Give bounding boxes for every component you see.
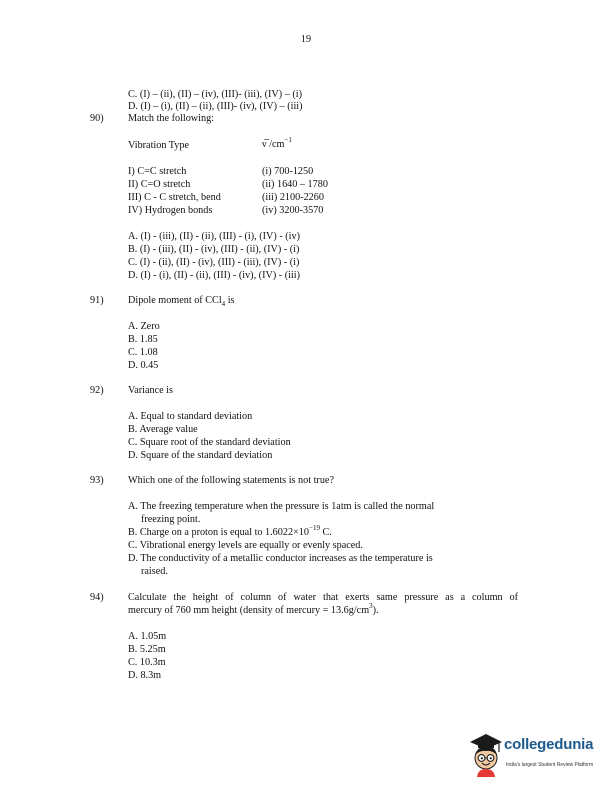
q90-header-right: [262, 135, 292, 151]
q93-text: Which one of the following statements is not true?: [128, 475, 334, 486]
q94-text-line2-main: mercury of 760 mm height (density of mercury = 13.6g/cm: [128, 605, 370, 616]
q91-option-c: C. 1.08: [128, 347, 158, 358]
logo-tagline: India's largest Student Review Platform: [506, 762, 594, 768]
q93-option-b-text: B. Charge on a proton is equal to 1.6022×10: [128, 527, 309, 538]
collegedunia-logo: [466, 730, 612, 780]
q93-option-a-cont: freezing point.: [141, 514, 201, 525]
q93-option-b-exponent: −19: [309, 523, 320, 532]
q92-option-c: C. Square root of the standard deviation: [128, 437, 291, 448]
q90-text: Match the following:: [128, 113, 215, 124]
q94-text-line2: [128, 601, 379, 617]
q92-option-d: D. Square of the standard deviation: [128, 450, 273, 461]
q91-text-end: is: [225, 295, 235, 306]
page-number: 19: [300, 34, 312, 45]
q90-row-left: IV) Hydrogen bonds: [128, 205, 213, 216]
q89-option-c: C. (I) – (ii), (II) – (iv), (III)- (iii), (IV) – (i): [128, 89, 302, 100]
q91-option-b: B. 1.85: [128, 334, 158, 345]
q90-row-right: (iii) 2100-2260: [262, 192, 324, 203]
q94-text-line1: Calculate the height of column of water that exerts same pressure as a column of: [128, 592, 518, 603]
q94-exponent: 3: [369, 601, 373, 610]
q90-row-right: (i) 700-1250: [262, 166, 314, 177]
q94-number: 94): [90, 592, 104, 603]
q90-option-d: D. (I) - (i), (II) - (ii), (III) - (iv), (IV) - (iii): [128, 270, 300, 281]
q90-option-a: A. (I) - (iii), (II) - (ii), (III) - (i), (IV) - (iv): [128, 231, 300, 242]
q94-option-d: D. 8.3m: [128, 670, 162, 681]
q90-option-b: B. (I) - (iii), (II) - (iv), (III) - (ii), (IV) - (i): [128, 244, 300, 255]
q91-text: [128, 294, 235, 307]
q90-header-left: Vibration Type: [128, 140, 190, 151]
q93-option-c: C. Vibrational energy levels are equally or evenly spaced.: [128, 540, 363, 551]
wavenumber-symbol: ν̅: [262, 139, 267, 150]
q90-row-left: I) C=C stretch: [128, 166, 187, 177]
q91-text-main: Dipole moment of CCl: [128, 295, 222, 306]
q94-option-b: B. 5.25m: [128, 644, 166, 655]
q89-option-d: D. (I) – (i), (II) – (ii), (III)- (iv), (IV) – (iii): [128, 101, 303, 112]
q90-option-c: C. (I) - (ii), (II) - (iv), (III) - (iii), (IV) - (i): [128, 257, 300, 268]
q91-number: 91): [90, 295, 104, 306]
q94-text-line2-end: ).: [372, 605, 379, 616]
q93-number: 93): [90, 475, 104, 486]
q94-option-a: A. 1.05m: [128, 631, 167, 642]
q90-row-right: (ii) 1640 – 1780: [262, 179, 328, 190]
q92-text: Variance is: [128, 385, 173, 396]
logo-wordmark: collegedunia: [504, 736, 594, 753]
wavenumber-unit: /cm: [266, 139, 285, 150]
q93-option-b-unit: C.: [319, 527, 332, 538]
mascot-icon: [466, 730, 506, 778]
q90-row-left: II) C=O stretch: [128, 179, 191, 190]
q94-option-c: C. 10.3m: [128, 657, 166, 668]
q93-option-a: A. The freezing temperature when the pressure is 1atm is called the normal: [128, 501, 435, 512]
q92-option-a: A. Equal to standard deviation: [128, 411, 253, 422]
q93-option-b: [128, 523, 332, 539]
wavenumber-exponent: −1: [284, 135, 292, 144]
q91-option-d: D. 0.45: [128, 360, 159, 371]
q90-number: 90): [90, 113, 104, 124]
q92-number: 92): [90, 385, 104, 396]
q91-option-a: A. Zero: [128, 321, 160, 332]
q91-subscript: 4: [221, 300, 226, 309]
q92-option-b: B. Average value: [128, 424, 198, 435]
q93-option-d-cont: raised.: [141, 566, 168, 577]
q93-option-d: D. The conductivity of a metallic conductor increases as the temperature is: [128, 553, 433, 564]
q90-row-right: (iv) 3200-3570: [262, 205, 324, 216]
q90-row-left: III) C - C stretch, bend: [128, 192, 221, 203]
